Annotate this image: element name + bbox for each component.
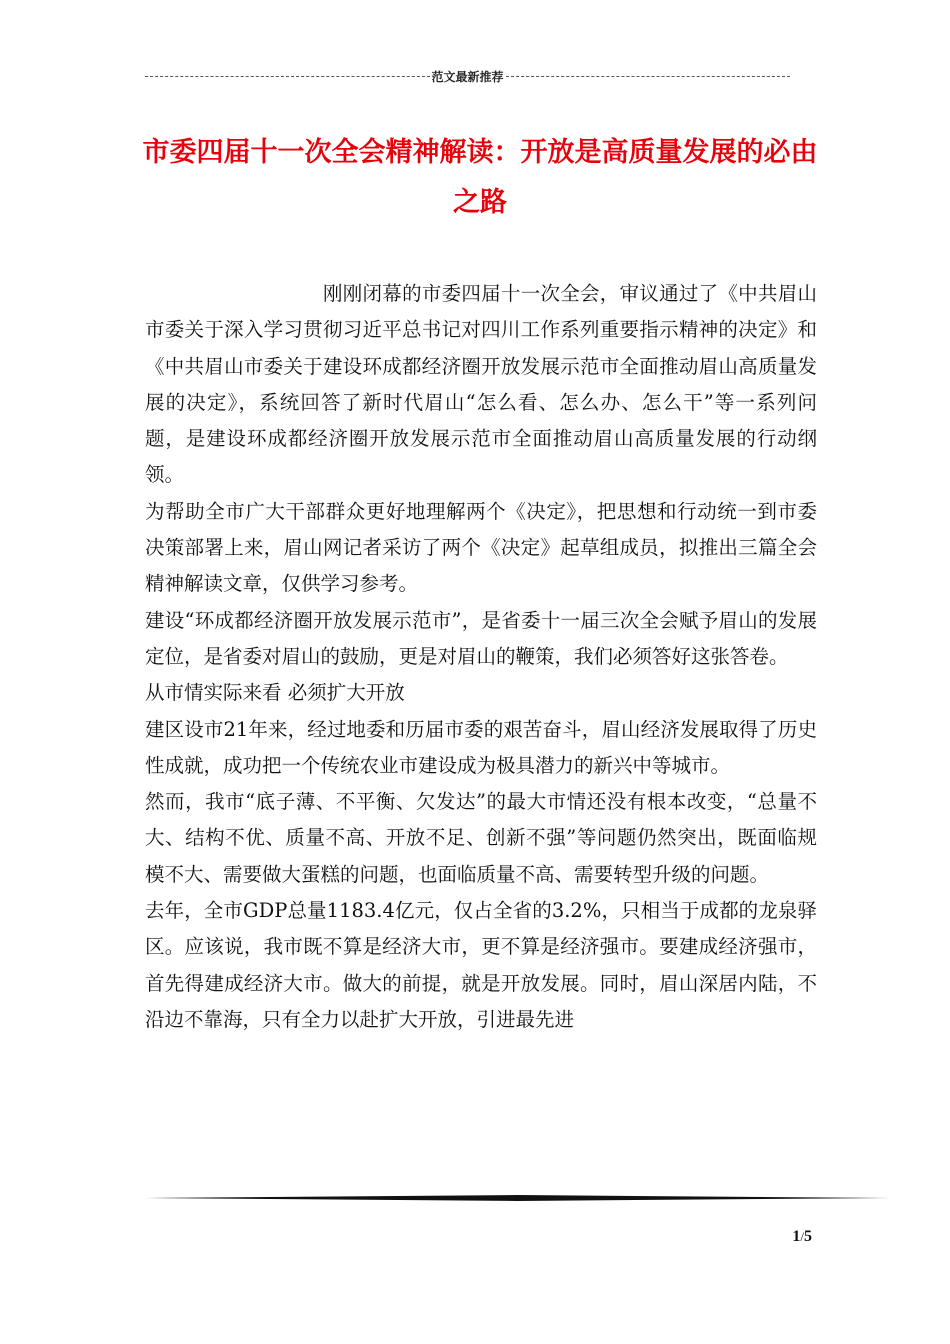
header-dash-right	[506, 76, 791, 77]
header-dash-left	[145, 76, 430, 77]
page-separator: /	[800, 1229, 804, 1244]
page-number	[760, 1228, 812, 1246]
document-body	[145, 276, 817, 1038]
paragraph: 建区设市21年来，经过地委和历届市委的艰苦奋斗，眉山经济发展取得了历史性成就，成功把一个传统农业市建设成为极具潜力的新兴中等城市。	[145, 717, 817, 777]
paragraph: 刚刚闭幕的市委四届十一次全会，审议通过了《中共眉山市委关于深入学习贯彻习近平总书记对四川工作系列重要指示精神的决定》和《中共眉山市委关于建设环成都经济圈开放发展示范市全面推动眉山高质量发展的决定》，系统回答了新时代眉山“怎么看、怎么办、怎么干”等一系列问题，是建设环成都经济圈开放发展示范市全面推动眉山高质量发展的行动纲领。	[145, 282, 817, 487]
document-title: 市委四届十一次全会精神解读：开放是高质量发展的必由之路	[142, 137, 818, 218]
paragraph: 为帮助全市广大干部群众更好地理解两个《决定》，把思想和行动统一到市委决策部署上来，眉山网记者采访了两个《决定》起草组成员，拟推出三篇全会精神解读文章，仅供学习参考。	[145, 499, 817, 596]
header-label: 范文最新推荐	[431, 69, 504, 84]
footer-rule	[145, 1195, 890, 1201]
page-total: 5	[804, 1228, 812, 1245]
paragraph: 然而，我市“底子薄、不平衡、欠发达”的最大市情还没有根本改变，“总量不大、结构不优、质量不高、开放不足、创新不强”等问题仍然突出，既面临规模不大、需要做大蛋糕的问题，也面临质量不高、需要转型升级的问题。	[145, 790, 817, 886]
paragraph: 去年，全市GDP总量1183.4亿元，仅占全省的3.2%，只相当于成都的龙泉驿区。应该说，我市既不算是经济大市，更不算是经济强市。要建成经济强市，首先得建成经济大市。做大的前提，就是开放发展。同时，眉山深居内陆，不沿边不靠海，只有全力以赴扩大开放，引进最先进	[145, 899, 817, 1031]
page-header	[145, 67, 790, 85]
section-heading: 从市情实际来看 必须扩大开放	[145, 681, 405, 705]
paragraph: 建设“环成都经济圈开放发展示范市”，是省委十一届三次全会赋予眉山的发展定位，是省委对眉山的鼓励，更是对眉山的鞭策，我们必须答好这张答卷。	[145, 608, 817, 668]
page-current: 1	[792, 1228, 801, 1245]
